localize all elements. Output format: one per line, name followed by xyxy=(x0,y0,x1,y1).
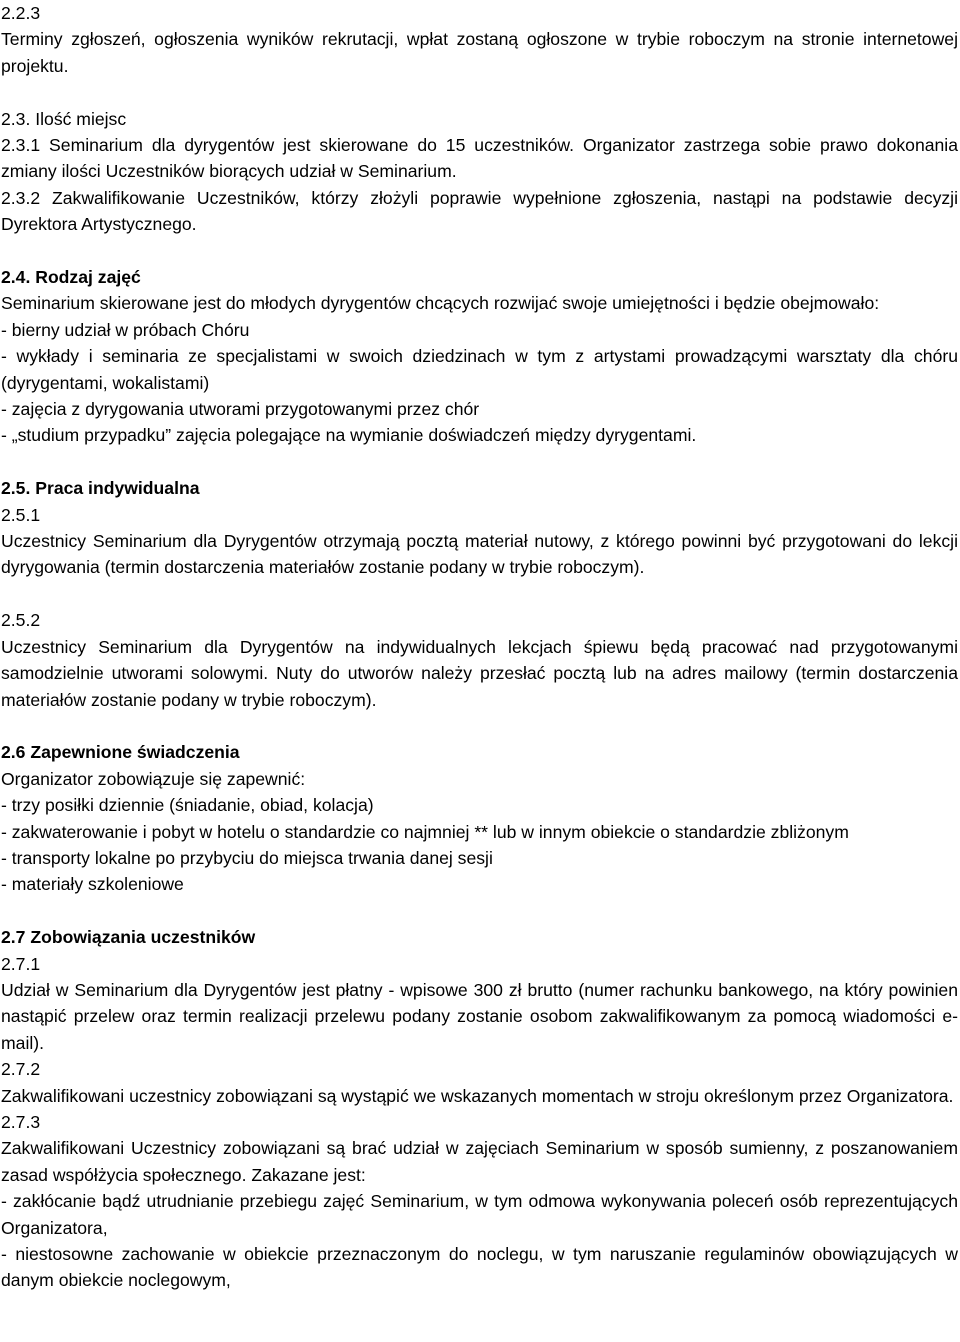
paragraph: 2.3.1 Seminarium dla dyrygentów jest skierowane do 15 uczestników. Organizator zastrzega sobie prawo dokonania zmiany ilości Uczestników biorących udział w Seminarium. xyxy=(1,135,958,182)
paragraph: Organizator zobowiązuje się zapewnić: xyxy=(1,768,306,789)
section-number: 2.5.1 xyxy=(1,504,41,525)
section-number: 2.2.3 xyxy=(1,3,41,23)
list-item: - „studium przypadku” zajęcia polegające na wymianie doświadczeń między dyrygentami. xyxy=(1,425,697,446)
paragraph: Uczestnicy Seminarium dla Dyrygentów otrzymają pocztą materiał nutowy, z którego powinni być przygotowani do lekcji dyrygowania (termin dostarczenia materiałów zostanie podany w trybie roboczym). xyxy=(1,531,958,578)
list-item: - zajęcia z dyrygowania utworami przygotowanymi przez chór xyxy=(1,399,480,420)
section-number: 2.7.1 xyxy=(1,953,41,974)
list-item: - zakwaterowanie i pobyt w hotelu o standardzie co najmniej ** lub w innym obiekcie o standardzie zbliżonym xyxy=(1,821,849,842)
list-item: - zakłócanie bądź utrudnianie przebiegu zajęć Seminarium, w tym odmowa wykonywania poleceń osób reprezentujących Organizatora, xyxy=(1,1191,958,1238)
paragraph: 2.3.2 Zakwalifikowanie Uczestników, którzy złożyli poprawie wypełnione zgłoszenia, nastąpi na podstawie decyzji Dyrektora Artystycznego. xyxy=(1,187,958,235)
section-heading: 2.7 Zobowiązania uczestników xyxy=(1,927,256,948)
paragraph: Udział w Seminarium dla Dyrygentów jest płatny - wpisowe 300 zł brutto (numer rachunku bankowego, na który powinien nastąpić przelew oraz termin realizacji przelewu podany zostanie osobom zakwalifikowanym za pomocą wiadomości e-mail). xyxy=(1,979,958,1053)
list-item: - materiały szkoleniowe xyxy=(1,874,184,895)
paragraph: Zakwalifikowani Uczestnicy zobowiązani są brać udział w zajęciach Seminarium w sposób sumienny, z poszanowaniem zasad współżycia społecznego. Zakazane jest: xyxy=(1,1138,958,1185)
section-heading: 2.6 Zapewnione świadczenia xyxy=(1,742,240,763)
paragraph: Uczestnicy Seminarium dla Dyrygentów na indywidualnych lekcjach śpiewu będą pracować nad przygotowanymi samodzielnie utworami solowymi. Nuty do utworów należy przesłać pocztą lub na adres mailowy (termin dostarczenia materiałów zostanie podany w trybie roboczym). xyxy=(1,636,958,710)
section-heading: 2.4. Rodzaj zajęć xyxy=(1,267,141,288)
section-number: 2.7.3 xyxy=(1,1111,41,1132)
list-item: - transporty lokalne po przybyciu do miejsca trwania danej sesji xyxy=(1,847,493,868)
paragraph: Zakwalifikowani uczestnicy zobowiązani są wystąpić we wskazanych momentach w stroju określonym przez Organizatora. xyxy=(1,1085,954,1106)
list-item: - wykłady i seminaria ze specjalistami w swoich dziedzinach w tym z artystami prowadzącymi warsztaty dla chóru (dyrygentami, wokalistami) xyxy=(1,346,958,393)
paragraph: Seminarium skierowane jest do młodych dyrygentów chcących rozwijać swoje umiejętności i będzie obejmowało: xyxy=(1,293,880,314)
section-heading: 2.3. Ilość miejsc xyxy=(1,108,127,129)
paragraph: Terminy zgłoszeń, ogłoszenia wyników rekrutacji, wpłat zostaną ogłoszone w trybie roboczym na stronie internetowej projektu. xyxy=(1,29,958,76)
section-number: 2.7.2 xyxy=(1,1059,41,1080)
section-heading: 2.5. Praca indywidualna xyxy=(1,478,200,499)
list-item: - trzy posiłki dziennie (śniadanie, obiad, kolacja) xyxy=(1,795,374,816)
list-item: - bierny udział w próbach Chóru xyxy=(1,319,250,340)
list-item: - niestosowne zachowanie w obiekcie przeznaczonym do noclegu, w tym naruszanie regulaminów obowiązujących w danym obiekcie noclegowym, xyxy=(1,1244,958,1291)
section-number: 2.5.2 xyxy=(1,610,41,631)
